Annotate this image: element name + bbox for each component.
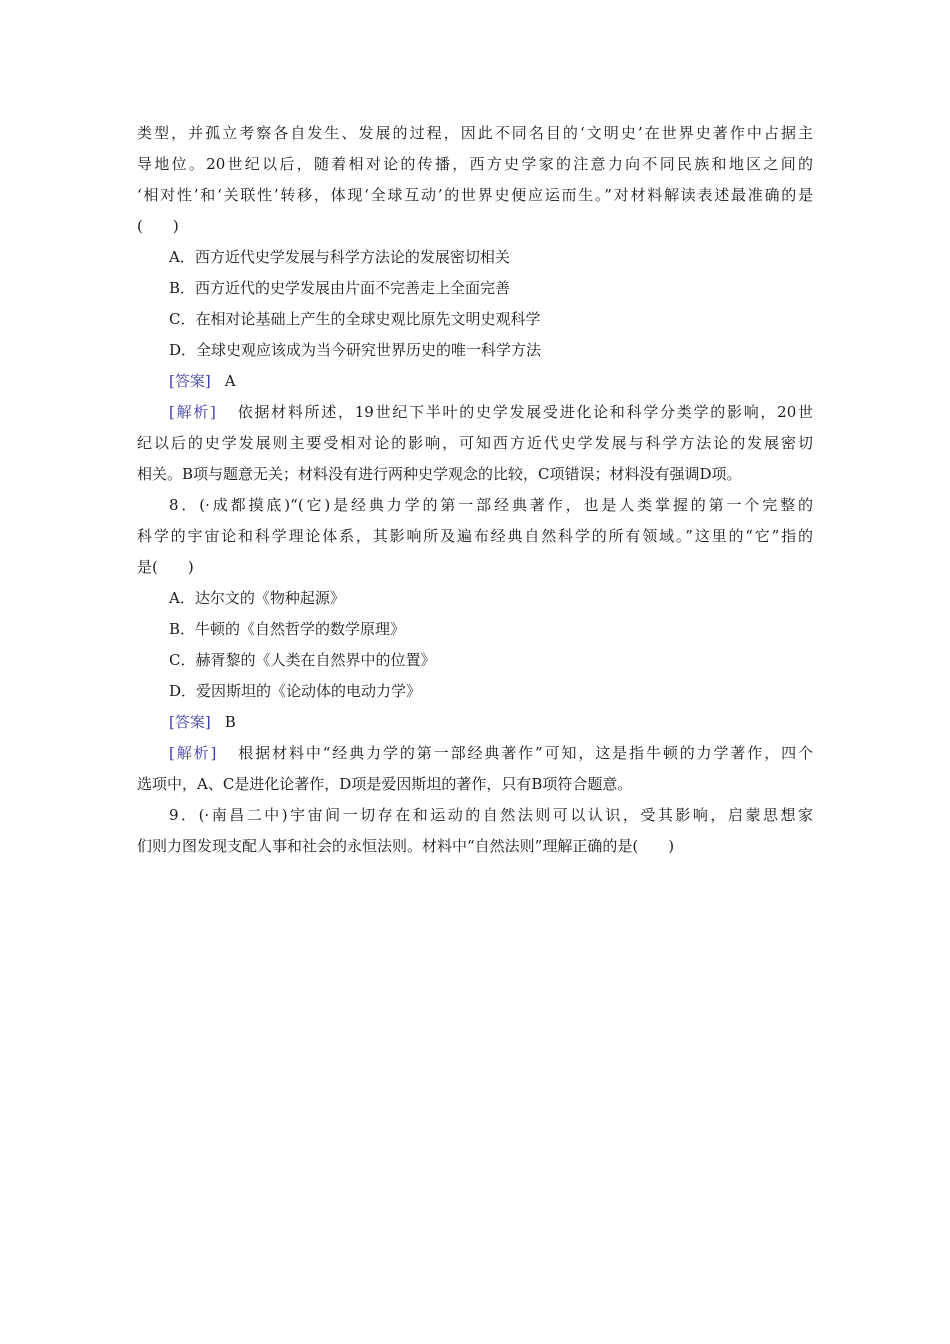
q7-option-c: C．在相对论基础上产生的全球史观比原先文明史观科学 <box>169 310 541 328</box>
q7-explanation-line-2: 纪以后的史学发展则主要受相对论的影响，可知西方近代史学发展与科学方法论的发展密切 <box>137 434 813 452</box>
q7-explanation-line-3: 相关。B项与题意无关；材料没有进行两种史学观念的比较，C项错误；材料没有强调D项。 <box>137 465 742 483</box>
q7-explanation-label: [解析] <box>169 403 216 421</box>
q7-option-d: D．全球史观应该成为当今研究世界历史的唯一科学方法 <box>169 341 542 359</box>
q8-option-d: D．爱因斯坦的《论动体的电动力学》 <box>169 682 422 700</box>
q8-answer-value: B <box>224 713 236 731</box>
q8-text-line-3: 是( ) <box>137 558 194 576</box>
document-page <box>137 118 813 862</box>
q7-text-line-4: ( ) <box>137 217 179 235</box>
q9-text-line-2: 们则力图发现支配人事和社会的永恒法则。材料中“自然法则”理解正确的是( ) <box>137 837 675 855</box>
q8-option-c: C．赫胥黎的《人类在自然界中的位置》 <box>169 651 436 669</box>
q7-answer-label: [答案] <box>169 372 211 390</box>
q7-answer-value: A <box>224 372 236 390</box>
q9-text-line-1: 9．(·南昌二中)宇宙间一切存在和运动的自然法则可以认识，受其影响，启蒙思想家 <box>169 806 813 824</box>
q7-explanation-line-1 <box>137 397 813 428</box>
q8-answer <box>137 707 813 738</box>
q7-answer <box>137 366 813 397</box>
q8-option-b: B．牛顿的《自然哲学的数学原理》 <box>169 620 406 638</box>
q8-explanation-text-1: 根据材料中“经典力学的第一部经典著作”可知，这是指牛顿的力学著作，四个 <box>236 744 813 762</box>
q8-answer-label: [答案] <box>169 713 211 731</box>
q7-text-line-1: 类型，并孤立考察各自发生、发展的过程，因此不同名目的‘文明史’在世界史著作中占据主 <box>137 124 813 142</box>
q7-explanation-text-1: 依据材料所述，19世纪下半叶的史学发展受进化论和科学分类学的影响，20世 <box>235 403 813 421</box>
q8-explanation-label: [解析] <box>169 744 217 762</box>
q7-option-a: A．西方近代史学发展与科学方法论的发展密切相关 <box>169 248 510 266</box>
q8-text-line-2: 科学的宇宙论和科学理论体系，其影响所及遍布经典自然科学的所有领域。”这里的“它”指的 <box>137 527 813 545</box>
q8-explanation-line-2: 选项中，A、C是进化论著作，D项是爱因斯坦的著作，只有B项符合题意。 <box>137 775 633 793</box>
q7-text-line-2: 导地位。20世纪以后，随着相对论的传播，西方史学家的注意力向不同民族和地区之间的 <box>137 155 813 173</box>
q7-option-b: B．西方近代的史学发展由片面不完善走上全面完善 <box>169 279 511 297</box>
q8-explanation-line-1 <box>137 738 813 769</box>
q8-text-line-1: 8．(·成都摸底)“(它)是经典力学的第一部经典著作，也是人类掌握的第一个完整的 <box>169 496 813 514</box>
q7-text-line-3: ‘相对性’和‘关联性’转移，体现‘全球互动’的世界史便应运而生。”对材料解读表述最准确的是 <box>137 186 813 204</box>
q8-option-a: A．达尔文的《物种起源》 <box>169 589 345 607</box>
